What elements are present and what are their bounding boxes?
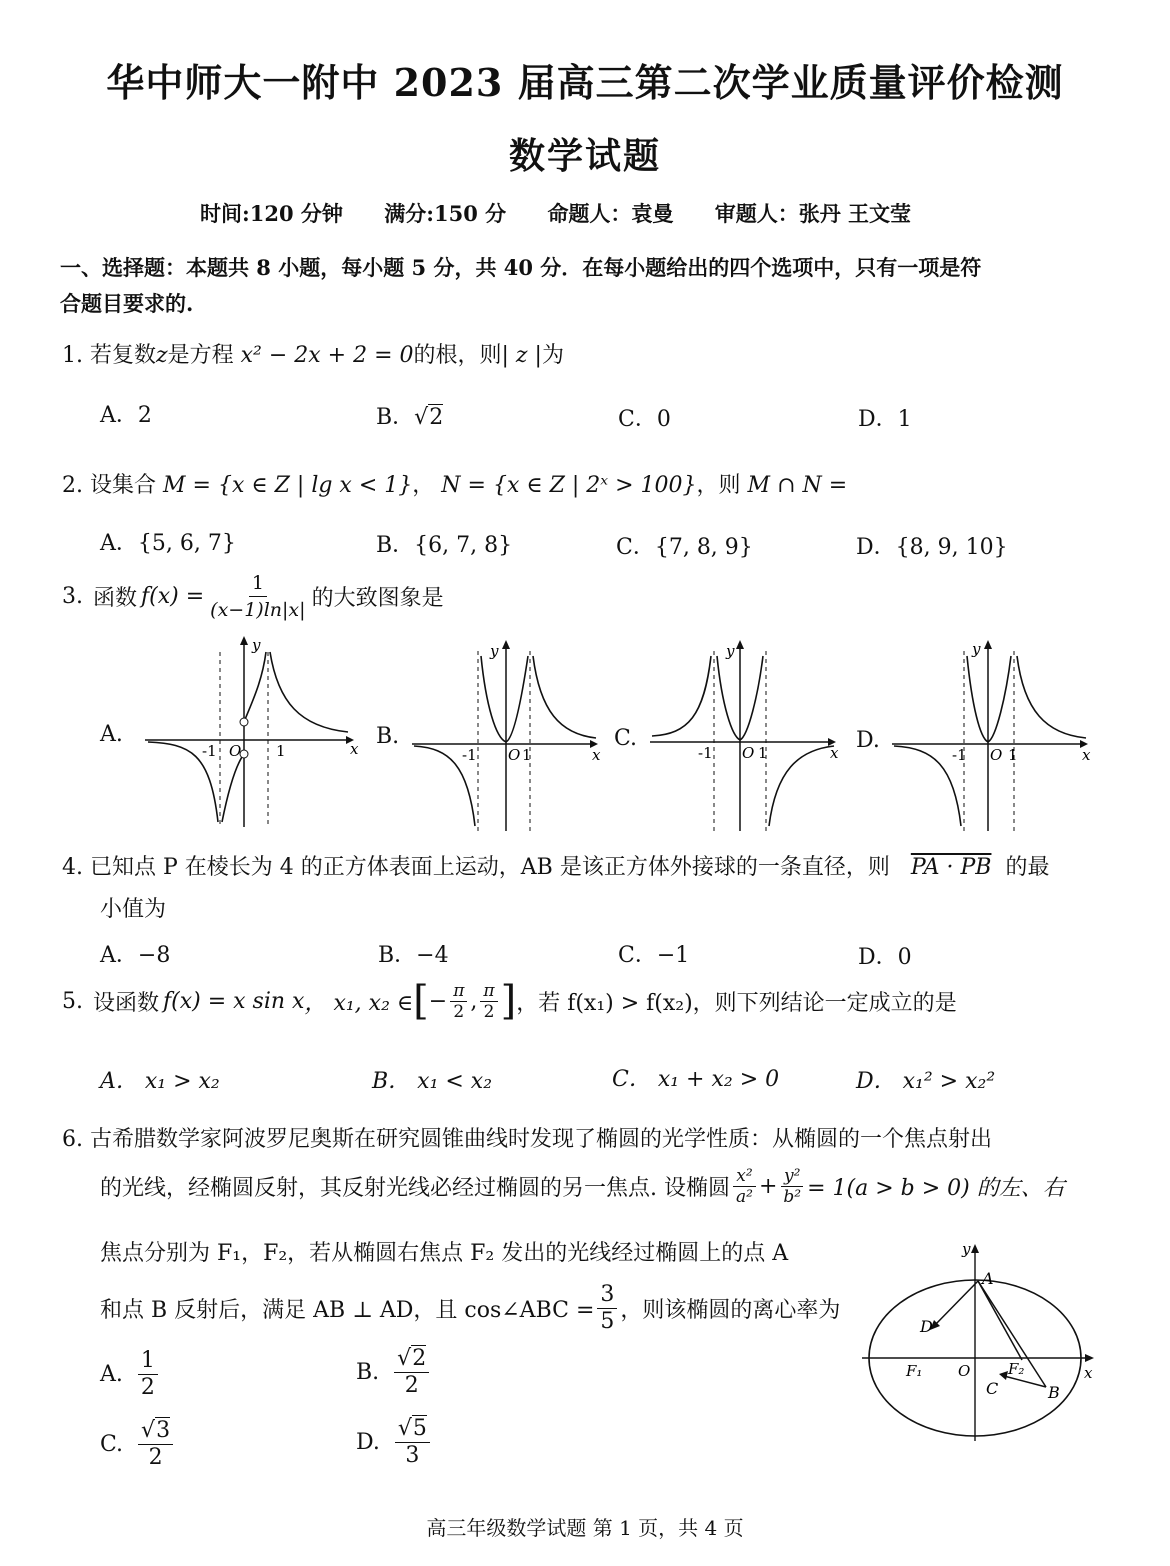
exam-reviewer: 审题人：张丹 王文莹 xyxy=(714,201,912,226)
q6-option-b-label: B. xyxy=(356,1360,380,1385)
curve-1 xyxy=(894,746,961,826)
tick-one: 1 xyxy=(1008,746,1018,764)
curve-3 xyxy=(244,652,266,722)
q3-option-c[interactable]: C. xyxy=(614,726,638,751)
q2-set-m: M = {x ∈ Z | lg x < 1} xyxy=(163,473,413,498)
open-point xyxy=(240,718,248,726)
q3-graph-b xyxy=(410,636,610,836)
q6-option-a-frac xyxy=(138,1348,158,1401)
q3-text-post: 的大致图象是 xyxy=(311,586,444,611)
q6-a2: a² xyxy=(736,1187,753,1207)
q2-option-d[interactable]: D．{8, 9, 10} xyxy=(856,535,1008,560)
q6-frac-x xyxy=(733,1166,756,1207)
tick-neg-one: -1 xyxy=(462,746,477,764)
q6-five: 5 xyxy=(600,1309,615,1334)
q4-option-b[interactable]: B．−4 xyxy=(378,943,449,968)
q6-option-d-frac: $\frac{√5}{3}$ xyxy=(395,1416,430,1469)
section-1-line2: 合题目要求的. xyxy=(60,291,194,316)
tick-one: 1 xyxy=(522,746,532,764)
q6-option-d-label: D. xyxy=(356,1430,380,1455)
q2-text-pre: 设集合 xyxy=(90,473,157,498)
q5-text-pre: 设函数 xyxy=(93,990,160,1016)
right-bracket-icon: ] xyxy=(500,978,517,1024)
q6-line-4b: ，则该椭圆的离心率为 xyxy=(620,1298,841,1323)
y-arrow-icon xyxy=(240,636,248,645)
q6-frac-y xyxy=(780,1166,804,1207)
x-label: x xyxy=(350,740,359,758)
y-arrow-icon xyxy=(502,640,510,649)
q1-option-a[interactable]: A．2 xyxy=(100,403,152,428)
y-label: y xyxy=(490,642,499,660)
exam-time: 时间:120 分钟 xyxy=(200,201,343,226)
fig-label-x: x xyxy=(1084,1364,1093,1382)
exam-subtitle: 数学试题 xyxy=(508,135,661,177)
q5-variables: ， x₁, x₂ ∈ xyxy=(304,990,414,1016)
q3-numerator: 1 xyxy=(249,570,267,597)
question-1 xyxy=(62,338,564,369)
y-label: y xyxy=(726,642,735,660)
q6-line-3: 焦点分别为 F₁，F₂，若从椭圆右焦点 F₂ 发出的光线经过椭圆上的点 A xyxy=(100,1241,789,1266)
curve-4 xyxy=(270,652,348,732)
question-2 xyxy=(62,468,847,499)
q6-option-b-frac: $\frac{√2}{2}$ xyxy=(394,1346,429,1399)
fig-label-a: A xyxy=(982,1269,994,1288)
origin-label: O xyxy=(508,746,521,764)
q1-option-b-label: B． xyxy=(376,405,415,430)
q5-option-b[interactable]: B． x₁ < x₂ xyxy=(372,1069,493,1094)
q5-function: f(x) = x sin x xyxy=(163,988,305,1014)
y-label: y xyxy=(972,640,981,658)
q6-d-num: 5 xyxy=(412,1416,427,1441)
q2-text-post: ，则 xyxy=(696,473,741,498)
x-label: x xyxy=(592,746,601,764)
q3-fraction xyxy=(207,570,308,623)
question-6 xyxy=(62,1122,992,1153)
x-arrow-icon xyxy=(1085,1354,1094,1362)
fig-label-o: O xyxy=(958,1362,971,1380)
q2-option-a[interactable]: A．{5, 6, 7} xyxy=(100,531,236,556)
fig-label-b: B xyxy=(1048,1383,1060,1402)
q3-number: 3. xyxy=(62,584,83,609)
q5-text-post: ，若 f(x₁) > f(x₂)，则下列结论一定成立的是 xyxy=(516,990,957,1016)
exam-meta xyxy=(200,198,945,228)
tick-neg-one: -1 xyxy=(952,746,967,764)
q2-number: 2. xyxy=(62,473,83,498)
curve-3 xyxy=(1017,656,1086,738)
q3-function: f(x) = xyxy=(141,584,205,609)
left-bracket-icon: [ xyxy=(413,978,429,1024)
q5-minus: − xyxy=(428,988,448,1014)
line-ad xyxy=(934,1281,978,1326)
x-label: x xyxy=(1082,746,1091,764)
q6-line-1: 古希腊数学家阿波罗尼奥斯在研究圆锥曲线时发现了椭圆的光学性质：从椭圆的一个焦点射出 xyxy=(90,1127,993,1152)
exam-author: 命题人：袁曼 xyxy=(547,201,674,226)
q6-a-num: 1 xyxy=(138,1348,158,1375)
exam-title: 华中师大一附中 2023 届高三第二次学业质量评价检测 xyxy=(106,60,1064,105)
x-label: x xyxy=(830,744,839,762)
q6-three: 3 xyxy=(597,1282,617,1309)
q6-option-b[interactable] xyxy=(356,1346,432,1399)
origin-label: O xyxy=(742,744,755,762)
tick-neg-one: -1 xyxy=(698,744,713,762)
q6-option-d[interactable] xyxy=(356,1416,433,1469)
q1-equation: x² − 2x + 2 = 0 xyxy=(240,343,414,368)
q3-text-pre: 函数 xyxy=(93,586,138,611)
q6-b-num: 2 xyxy=(412,1346,427,1371)
q6-c-den: 2 xyxy=(148,1445,163,1470)
q4-option-a[interactable]: A．−8 xyxy=(100,943,171,968)
question-3 xyxy=(62,570,444,623)
q1-option-b[interactable]: B．√2 xyxy=(376,405,444,430)
q6-x2: x² xyxy=(733,1166,755,1187)
q1-option-b-value: 2 xyxy=(429,405,444,430)
q4-text-1: 已知点 P 在棱长为 4 的正方体表面上运动，AB 是该正方体外接球的一条直径，则 xyxy=(90,855,890,880)
q4-text-3: 小值为 xyxy=(100,897,167,922)
q5-option-d[interactable]: D． x₁² > x₂² xyxy=(856,1069,996,1094)
q2-sep: ， xyxy=(412,473,435,498)
q1-text-post: 的根，则 xyxy=(413,343,502,368)
fig-label-c: C xyxy=(986,1379,999,1398)
q5-number: 5. xyxy=(62,988,83,1014)
page-footer: 高三年级数学试题 第 1 页，共 4 页 xyxy=(426,1516,744,1540)
q4-number: 4. xyxy=(62,855,83,880)
curve-2 xyxy=(967,656,1011,742)
q3-option-b[interactable]: B. xyxy=(376,724,400,749)
question-5: 5. 设函数 f(x) = x sin x ， x₁, x₂ ∈ [ − $\frac{\pi}{2}$ , $\frac{\pi}{2}$ ] ，若 f(x₁) > f(x₂)，则下列结论一定成立的是 xyxy=(62,978,957,1024)
q5-option-a[interactable]: A． x₁ > x₂ xyxy=(100,1069,220,1094)
y-label: y xyxy=(252,636,261,654)
q6-option-c[interactable] xyxy=(100,1418,176,1471)
q1-text-mid: 是方程 xyxy=(167,343,234,368)
q1-option-d[interactable]: D．1 xyxy=(858,407,912,432)
q5-two: 2 xyxy=(453,1001,465,1022)
q1-option-c[interactable]: C．0 xyxy=(618,407,671,432)
origin-label: O xyxy=(990,746,1003,764)
q5-upper-bound xyxy=(480,981,497,1022)
q4-vector-product: PA · PB xyxy=(910,855,992,880)
y-arrow-icon xyxy=(971,1244,979,1253)
q6-line-2a: 的光线，经椭圆反射，其反射光线必经过椭圆的另一焦点. 设椭圆 xyxy=(100,1176,730,1201)
q6-c-num: 3 xyxy=(156,1418,171,1443)
tick-neg-one: -1 xyxy=(202,742,217,760)
q6-b-den: 2 xyxy=(404,1373,419,1398)
q5-two: 2 xyxy=(483,1001,495,1022)
curve-2 xyxy=(481,656,528,742)
q5-pi: π xyxy=(450,981,467,1002)
question-4 xyxy=(62,850,1049,881)
q1-text-pre: 若复数 xyxy=(90,343,157,368)
y-arrow-icon xyxy=(984,640,992,649)
q4-option-c[interactable]: C．−1 xyxy=(618,943,690,968)
q6-line-2 xyxy=(100,1166,1065,1207)
q1-abs-z: | z | xyxy=(501,343,542,368)
curve-3 xyxy=(533,656,596,738)
curve-1 xyxy=(652,656,711,736)
q1-z: z xyxy=(156,343,168,368)
q1-number: 1. xyxy=(62,343,83,368)
q5-option-c[interactable]: C． x₁ + x₂ > 0 xyxy=(612,1067,780,1092)
curve-3 xyxy=(769,746,834,826)
q4-text-2: 的最 xyxy=(1005,855,1050,880)
q6-d-den: 3 xyxy=(405,1443,420,1468)
q6-ellipse-figure xyxy=(858,1236,1108,1446)
q6-number: 6. xyxy=(62,1127,83,1152)
q6-option-a-label: A. xyxy=(100,1362,123,1387)
line-af2 xyxy=(978,1281,1022,1360)
q4-option-d[interactable]: D．0 xyxy=(858,945,912,970)
section-1-line1: 一、选择题：本题共 8 小题，每小题 5 分，共 40 分．在每小题给出的四个选项中，只有一项是符 xyxy=(60,255,982,280)
q1-text-end: 为 xyxy=(541,343,564,368)
exam-score: 满分:150 分 xyxy=(384,201,507,226)
q6-option-a[interactable] xyxy=(100,1348,161,1401)
q2-option-c[interactable]: C．{7, 8, 9} xyxy=(616,535,753,560)
fig-label-y: y xyxy=(962,1240,971,1258)
origin-label: O xyxy=(229,742,242,760)
tick-one: 1 xyxy=(276,742,286,760)
q3-graph-a xyxy=(140,632,360,832)
q6-a-den: 2 xyxy=(140,1375,155,1400)
q6-line-4a: 和点 B 反射后，满足 AB ⊥ AD，且 cos∠ABC = xyxy=(100,1298,595,1323)
q3-graph-c xyxy=(648,636,848,836)
q3-option-d[interactable]: D. xyxy=(856,728,880,753)
q6-frac-cos xyxy=(597,1282,617,1335)
q5-lower-bound xyxy=(450,981,467,1022)
q2-set-n: N = {x ∈ Z | 2ˣ > 100} xyxy=(441,473,697,498)
q6-option-c-label: C. xyxy=(100,1432,124,1457)
y-arrow-icon xyxy=(736,640,744,649)
q6-plus: + xyxy=(758,1174,778,1199)
arrow-c-icon xyxy=(999,1371,1008,1380)
q2-option-b[interactable]: B．{6, 7, 8} xyxy=(376,533,513,558)
q3-graph-d xyxy=(890,636,1100,836)
q6-b2: b² xyxy=(783,1187,802,1207)
tick-one: 1 xyxy=(758,744,768,762)
curve-2 xyxy=(222,754,244,822)
q3-denominator: (x−1)ln|x| xyxy=(210,599,306,621)
q2-expression: M ∩ N = xyxy=(747,473,848,498)
q6-y2: y² xyxy=(781,1166,803,1187)
fig-label-d: D xyxy=(920,1317,933,1336)
fig-label-f2: F₂ xyxy=(1008,1360,1025,1378)
q6-option-c-frac: $\frac{√3}{2}$ xyxy=(138,1418,173,1471)
q6-line-4 xyxy=(100,1282,840,1335)
q6-line-2b: = 1(a > b > 0) 的左、右 xyxy=(807,1176,1065,1201)
section-1-instructions xyxy=(60,250,981,322)
fig-label-f1: F₁ xyxy=(906,1362,923,1380)
q5-pi: π xyxy=(480,981,497,1002)
q3-option-a[interactable]: A. xyxy=(100,722,123,747)
